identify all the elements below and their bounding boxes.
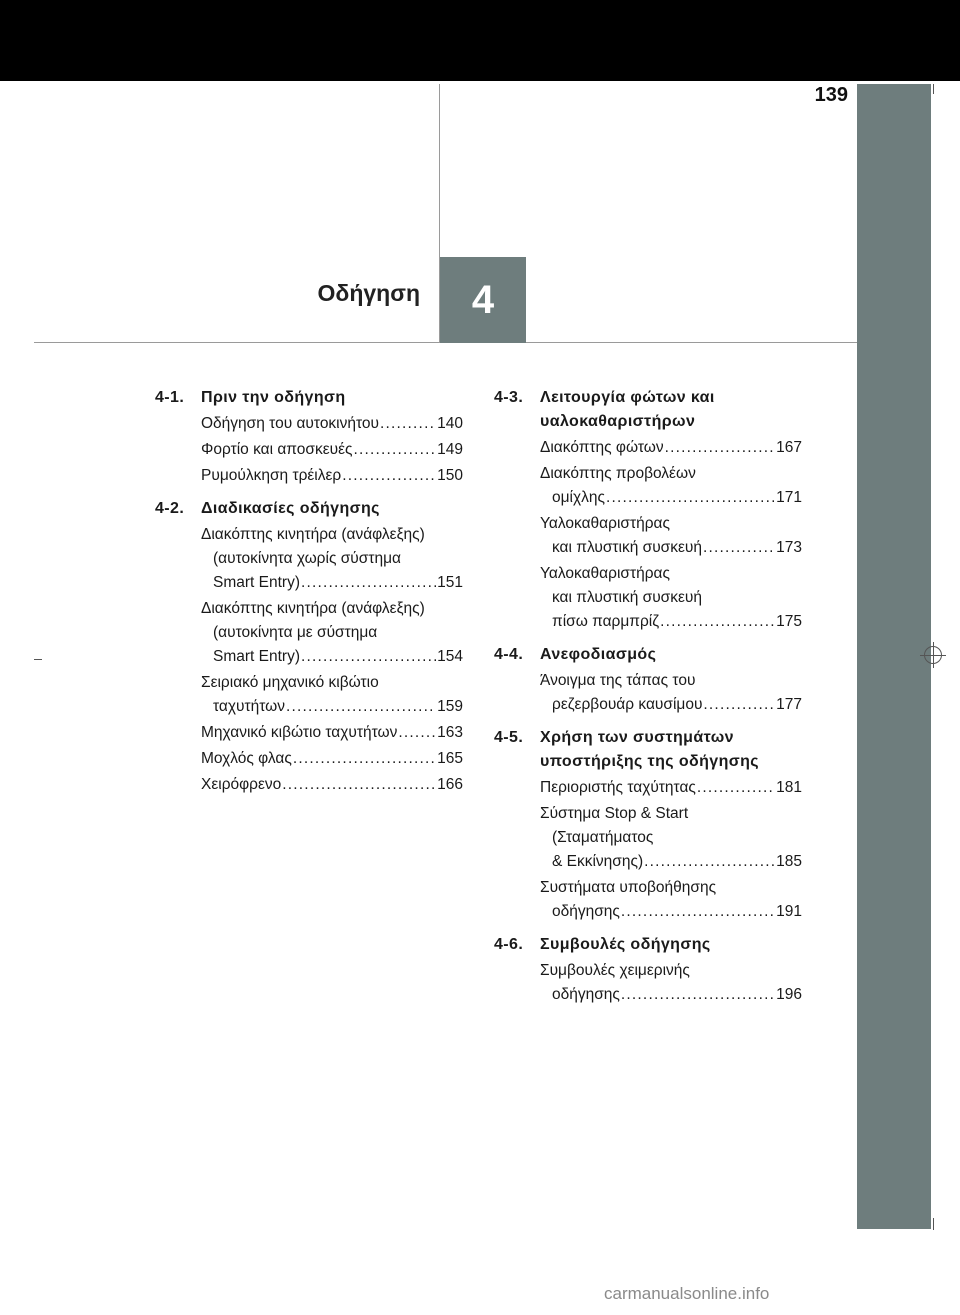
dot-leader	[286, 695, 436, 719]
toc-entry-text: Φορτίο και αποσκευές	[201, 441, 353, 458]
dot-leader	[621, 983, 775, 1007]
section-number: 4-2.	[155, 500, 185, 517]
toc-entry[interactable]	[155, 523, 463, 595]
dot-leader	[354, 438, 437, 462]
toc-entry-text: οδήγησης	[552, 903, 620, 920]
toc-entry[interactable]	[494, 436, 802, 460]
toc-entry[interactable]	[494, 802, 802, 874]
chapter-title: Οδήγηση	[317, 280, 420, 306]
toc-entry-text: Σύστημα Stop & Start	[540, 805, 689, 822]
toc-page-number: 159	[437, 698, 463, 715]
toc-entry-text: ομίχλης	[552, 489, 605, 506]
crop-mark-line	[933, 84, 934, 94]
toc-section	[155, 386, 463, 410]
toc-entry-text: Υαλοκαθαριστήρας	[540, 565, 670, 582]
toc-page-number: 165	[437, 750, 463, 767]
dot-leader	[301, 571, 436, 595]
toc-entry-text: Μοχλός φλας	[201, 750, 292, 767]
toc-page-number: 150	[437, 467, 463, 484]
dot-leader	[660, 610, 775, 634]
dot-leader	[342, 464, 436, 488]
toc-right-column	[494, 386, 802, 1007]
toc-entry-text: Μηχανικό κιβώτιο ταχυτήτων	[201, 724, 398, 741]
toc-section	[494, 386, 802, 434]
toc-entry[interactable]	[494, 562, 802, 634]
page-number: 139	[814, 84, 848, 106]
toc-entry-text: & Εκκίνησης)	[552, 853, 644, 870]
chapter-side-tab	[857, 84, 931, 1229]
toc-entry[interactable]	[494, 462, 802, 510]
toc-entry-text: οδήγησης	[552, 986, 620, 1003]
toc-page-number: 154	[437, 648, 463, 665]
toc-page-number: 181	[776, 779, 802, 796]
dot-leader	[293, 747, 436, 771]
toc-entry[interactable]	[494, 876, 802, 924]
toc-entry-text: Συμβουλές χειμερινής	[540, 962, 690, 979]
crop-mark-line	[933, 1218, 934, 1230]
toc-entry[interactable]	[494, 512, 802, 560]
toc-entry[interactable]	[155, 747, 463, 771]
toc-page-number: 151	[437, 574, 463, 591]
section-title: Πριν την οδήγηση	[201, 389, 346, 406]
section-title: Συμβουλές οδήγησης	[540, 936, 711, 953]
crop-mark-line	[34, 659, 42, 660]
dot-leader	[665, 436, 776, 460]
toc-entry-text: Ρυμούλκηση τρέιλερ	[201, 467, 342, 484]
toc-page-number: 149	[437, 441, 463, 458]
toc-entry[interactable]	[494, 959, 802, 1007]
toc-page-number: 173	[776, 539, 802, 556]
toc-section	[494, 643, 802, 667]
toc-entry[interactable]	[155, 671, 463, 719]
dot-leader	[606, 486, 775, 510]
section-number: 4-1.	[155, 389, 185, 406]
toc-entry-text: Διακόπτης φώτων	[540, 439, 664, 456]
toc-page-number: 166	[437, 776, 463, 793]
toc-entry-text: πίσω παρμπρίζ	[552, 613, 660, 630]
watermark: carmanualsonline.info	[604, 1284, 770, 1303]
toc-page-number: 175	[776, 613, 802, 630]
toc-entry-text: (αυτοκίνητα με σύστημα	[213, 624, 378, 641]
toc-page-number: 140	[437, 415, 463, 432]
toc-entry-text: Περιοριστής ταχύτητας	[540, 779, 696, 796]
toc-page-number: 171	[776, 489, 802, 506]
toc-section	[155, 497, 463, 521]
section-number: 4-6.	[494, 936, 524, 953]
toc-page-number: 185	[776, 853, 802, 870]
toc-entry-text: Σειριακό μηχανικό κιβώτιο	[201, 674, 379, 691]
toc-left-column	[155, 386, 463, 797]
toc-entry[interactable]	[155, 773, 463, 797]
toc-entry-text: Άνοιγμα της τάπας του	[540, 672, 696, 689]
toc-entry-text: Διακόπτης κινητήρα (ανάφλεξης)	[201, 526, 425, 543]
toc-entry[interactable]	[155, 464, 463, 488]
crop-mark-line	[933, 642, 934, 668]
dot-leader	[621, 900, 775, 924]
section-number: 4-4.	[494, 646, 524, 663]
toc-section	[494, 933, 802, 957]
dot-leader	[282, 773, 436, 797]
section-title: Λειτουργία φώτων και	[540, 389, 715, 406]
toc-entry-text: ταχυτήτων	[213, 698, 285, 715]
toc-entry-text: ρεζερβουάρ καυσίμου	[552, 696, 703, 713]
toc-entry-text: Οδήγηση του αυτοκινήτου	[201, 415, 380, 432]
toc-entry[interactable]	[155, 721, 463, 745]
toc-entry[interactable]	[155, 438, 463, 462]
toc-entry-text: Διακόπτης προβολέων	[540, 465, 696, 482]
toc-page-number: 196	[776, 986, 802, 1003]
toc-section	[494, 726, 802, 774]
toc-entry-text: και πλυστική συσκευή	[552, 589, 702, 606]
section-number: 4-5.	[494, 729, 524, 746]
dot-leader	[703, 536, 775, 560]
dot-leader	[644, 850, 775, 874]
top-black-bar	[0, 0, 960, 81]
toc-entry-text: και πλυστική συσκευή	[552, 539, 702, 556]
toc-entry[interactable]	[494, 669, 802, 717]
dot-leader	[697, 776, 775, 800]
toc-page-number: 177	[776, 696, 802, 713]
dot-leader	[703, 693, 775, 717]
section-title: Ανεφοδιασμός	[540, 646, 657, 663]
toc-entry-text: Smart Entry)	[213, 648, 300, 665]
dot-leader	[380, 412, 436, 436]
toc-entry-text: Smart Entry)	[213, 574, 300, 591]
toc-page-number: 167	[776, 439, 802, 456]
toc-entry-text: Συστήματα υποβοήθησης	[540, 879, 717, 896]
section-title: υποστήριξης της οδήγησης	[540, 753, 759, 770]
toc-entry-text: (Σταματήματος	[552, 829, 654, 846]
toc-entry[interactable]	[155, 597, 463, 669]
toc-entry-text: Υαλοκαθαριστήρας	[540, 515, 670, 532]
chapter-number-box: 4	[440, 257, 526, 343]
toc-entry[interactable]	[494, 776, 802, 800]
toc-entry-text: (αυτοκίνητα χωρίς σύστημα	[213, 550, 401, 567]
toc-entry-text: Διακόπτης κινητήρα (ανάφλεξης)	[201, 600, 425, 617]
section-title: υαλοκαθαριστήρων	[540, 413, 696, 430]
dot-leader	[301, 645, 436, 669]
toc-entry[interactable]	[155, 412, 463, 436]
toc-page-number: 163	[437, 724, 463, 741]
section-title: Χρήση των συστημάτων	[540, 729, 734, 746]
section-title: Διαδικασίες οδήγησης	[201, 500, 380, 517]
toc-page-number: 191	[776, 903, 802, 920]
dot-leader	[398, 721, 436, 745]
section-number: 4-3.	[494, 389, 524, 406]
toc-entry-text: Χειρόφρενο	[201, 776, 282, 793]
